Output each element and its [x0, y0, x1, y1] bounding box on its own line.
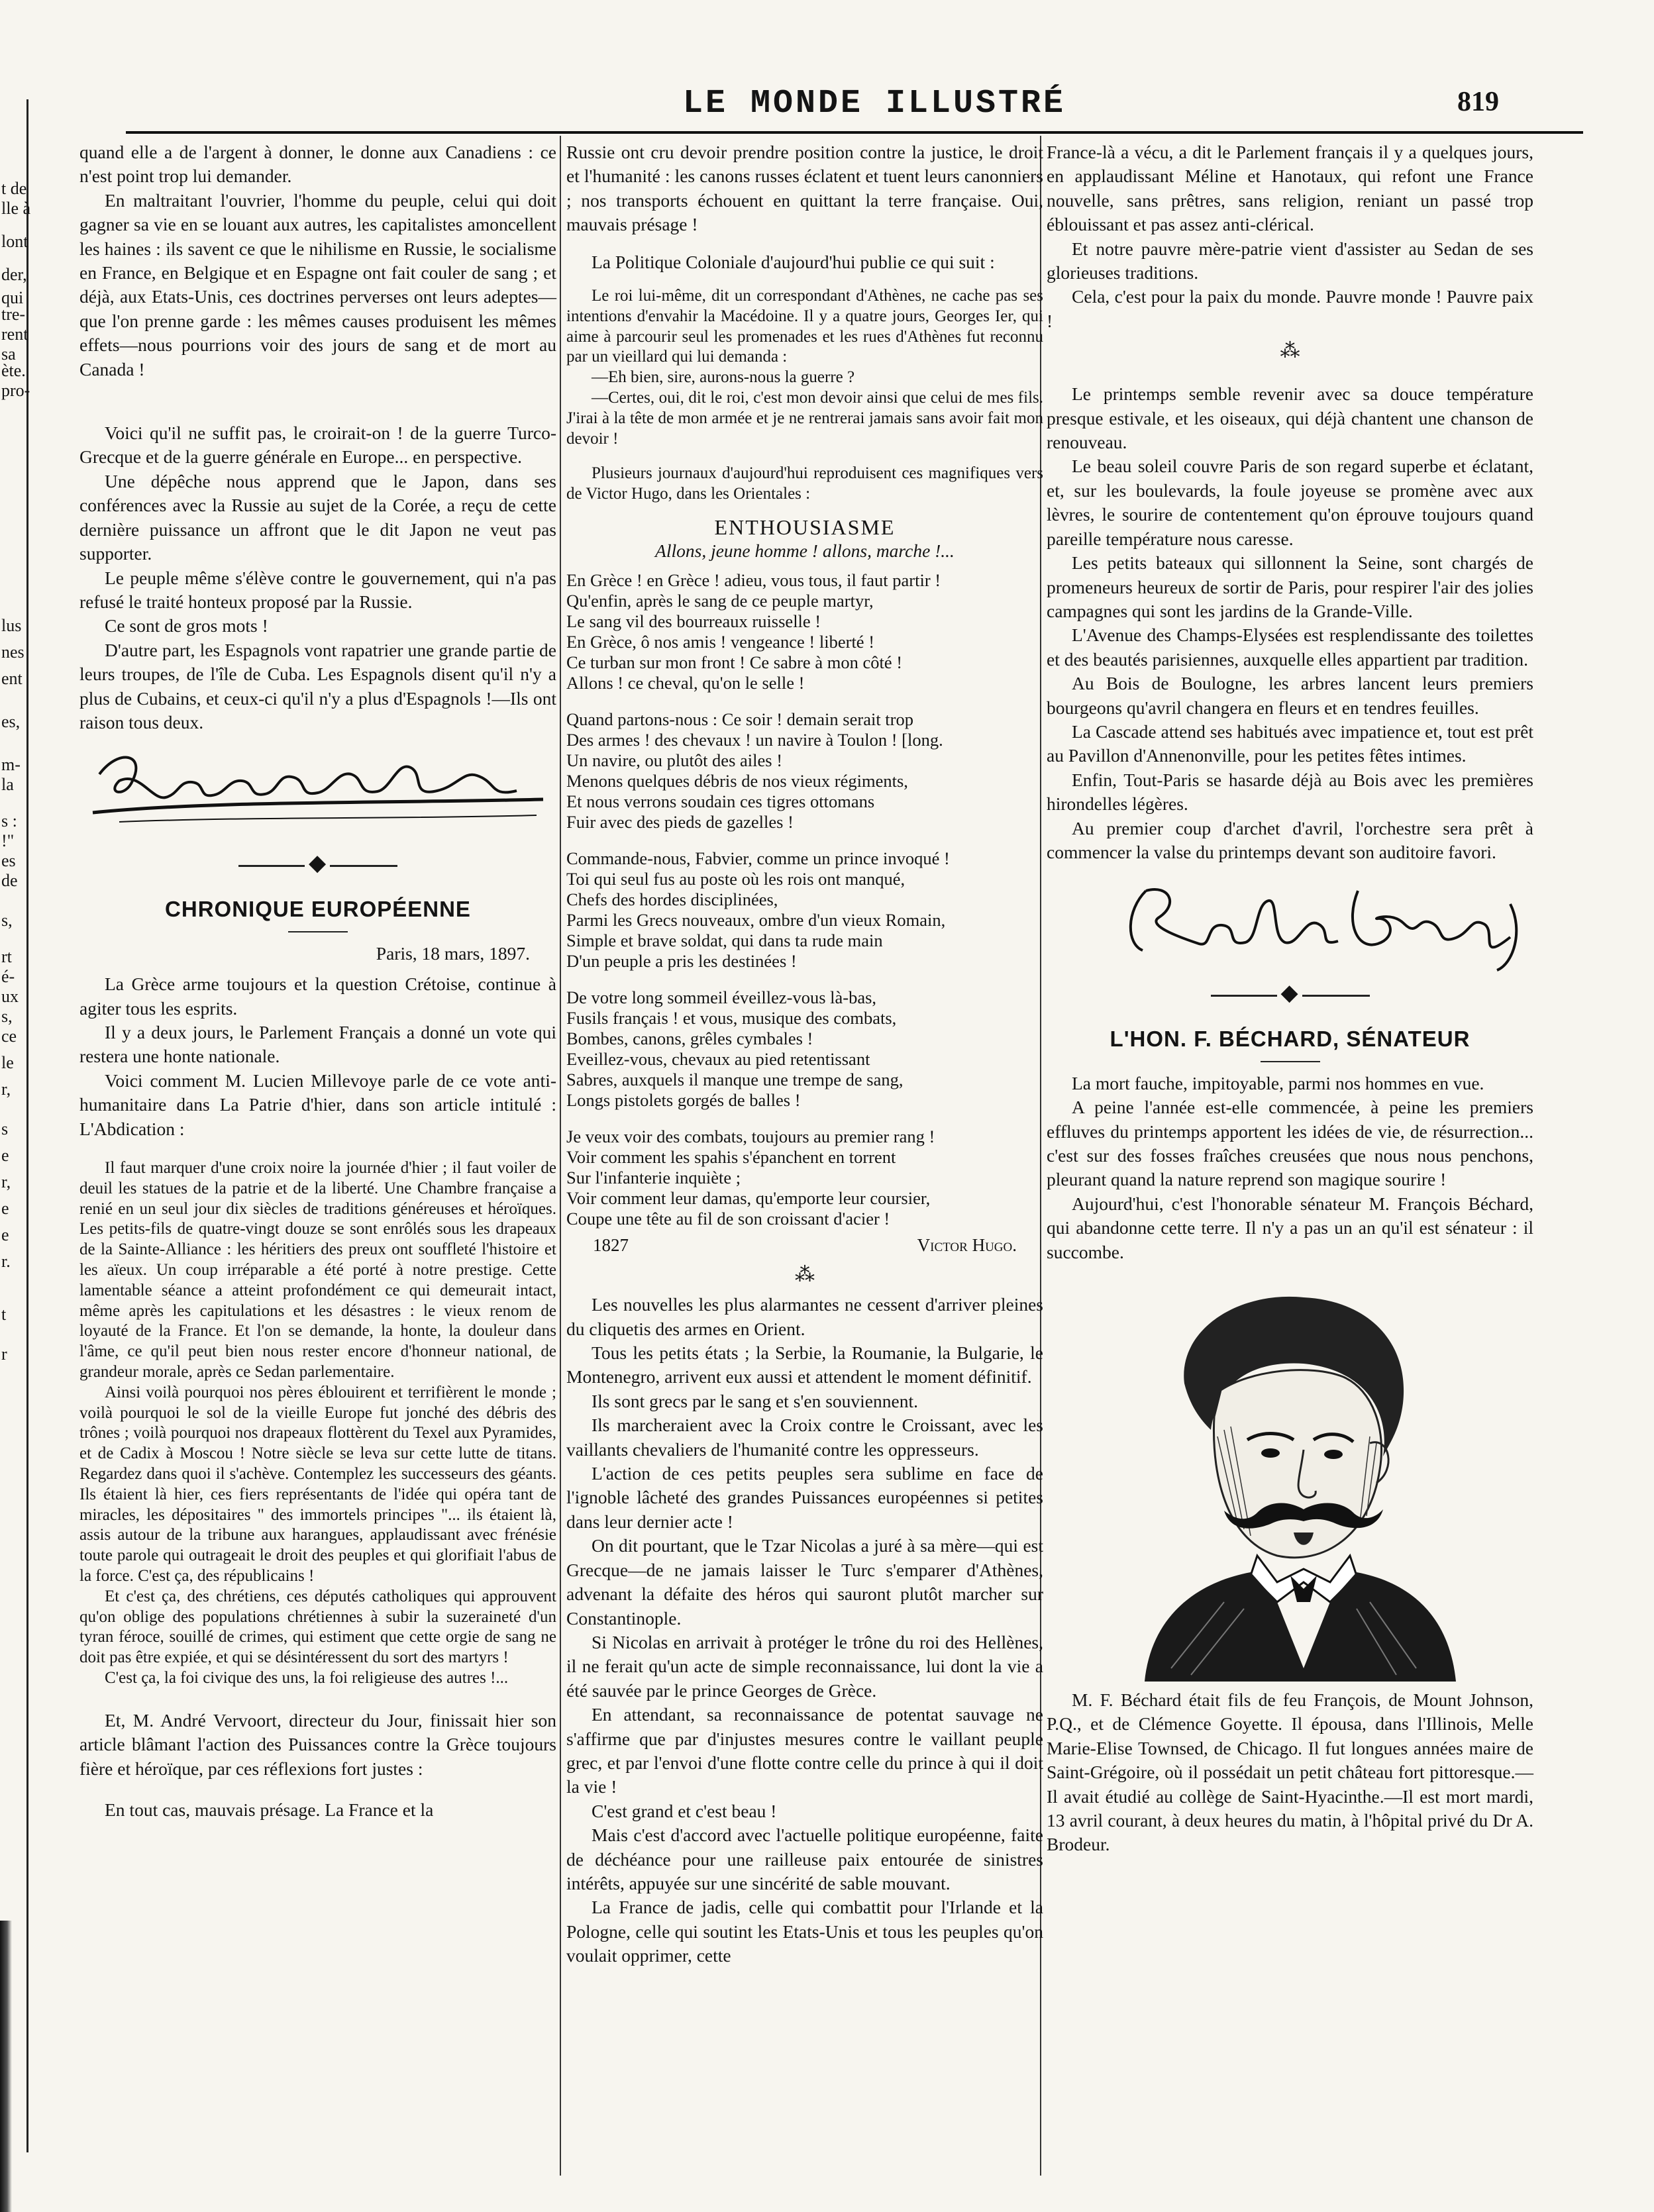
header-rule [126, 131, 1583, 134]
paragraph: quand elle a de l'argent à donner, le donne aux Canadiens : ce n'est point trop lui demander. [79, 142, 556, 187]
signature-rodolphe-brunet [1047, 864, 1533, 977]
edge-fragment: pro- [1, 381, 30, 400]
poem-stanza: En Grèce ! en Grèce ! adieu, vous tous, il faut partir ! Qu'enfin, après le sang de ce peuple martyr, Le sang vil des bourreaux ruisselle ! En Grèce, ô nos amis ! vengeance ! liberté ! Ce turban sur mon front ! Ce sabre à mon côté ! Allons ! ce cheval, qu'on le selle ! [566, 570, 941, 693]
edge-fragment: m- [1, 755, 21, 774]
paragraph: Mais c'est d'accord avec l'actuelle politique européenne, faite de déchéance pour une railleuse paix entourée de sinistres intérêts, appuyée sur une sincérité de sable mouvant. [566, 1825, 1043, 1893]
paragraph: L'Avenue des Champs-Elysées est resplendissante des toilettes et des beautés parisiennes, auxquelle elles appartient par tradition. [1047, 625, 1533, 670]
poem-author: Victor Hugo. [917, 1234, 1017, 1255]
signature-rodolphe-le-fort [79, 734, 556, 847]
section-ornament [1211, 983, 1370, 1007]
paragraph: Plusieurs journaux d'aujourd'hui reproduisent ces magnifiques vers de Victor Hugo, dans les Orientales : [566, 464, 1043, 503]
paragraph: Ils sont grecs par le sang et s'en souviennent. [592, 1390, 918, 1411]
edge-fragment: t [1, 1305, 7, 1324]
paragraph: Russie ont cru devoir prendre position contre la justice, le droit et l'humanité : les canons russes éclatent et tuent leurs canonniers ; nos transports échouent en quittant la terre française. Oui, mauvais présage ! [566, 142, 1043, 235]
edge-rule [26, 99, 28, 2152]
paragraph: Le beau soleil couvre Paris de son regard superbe et éclatant, et, sur les boulevards, la foule joyeuse se promène avec aux lèvres, le sourire de contentement qu'on éprouve toujours quand pareille température nous caresse. [1047, 456, 1533, 549]
paragraph: Aujourd'hui, c'est l'honorable sénateur M. François Béchard, qui abandonne cette terre. Il n'y a pas un an qu'il est sénateur : il succombe. [1047, 1193, 1533, 1262]
edge-fragment: nes [1, 642, 25, 662]
portrait-engraving [1105, 1271, 1476, 1682]
edge-fragment: r, [1, 1080, 11, 1099]
edge-fragment: é- [1, 967, 15, 986]
paragraph: Le peuple même s'élève contre le gouvernement, qui n'a pas refusé le traité honteux proposé par la Russie. [79, 567, 556, 612]
paragraph: Voici qu'il ne suffit pas, le croirait-on ! de la guerre Turco-Grecque et de la guerre générale en Europe... en perspective. [79, 423, 556, 468]
paragraph: Tous les petits états ; la Serbie, la Roumanie, la Bulgarie, le Montenegro, arrivent eux aussi et attendent le moment définitif. [566, 1342, 1043, 1387]
poem-title: ENTHOUSIASME [714, 515, 896, 539]
paragraph: En maltraitant l'ouvrier, l'homme du peuple, celui qui doit gagner sa vie en se louant aux autres, les capitalistes amoncellent les haines : ils savent ce que le nihilisme en Russie, le socialisme en France, en Belgique et en Espagne ont fait couler de sang ; et déjà, aux Etats-Unis, ces doctrines perverses ont leurs adeptes—que l'on prenne garde : les mêmes causes produisent les mêmes effets—nous pourrions voir des jours de sang et de mort au Canada ! [79, 189, 556, 379]
edge-fragment: lus [1, 616, 22, 635]
page-number: 819 [1457, 87, 1499, 117]
edge-fragment: es, [1, 712, 21, 731]
paragraph: Ils marcheraient avec la Croix contre le Croissant, avec les vaillants chevaliers de l'humanité contre les oppresseurs. [566, 1415, 1043, 1460]
edge-fragment: rt [1, 947, 12, 966]
poem-stanza: Commande-nous, Fabvier, comme un prince invoqué ! Toi qui seul fus au poste où les rois ont manqué, Chefs des hordes disciplinées, Parmi les Grecs nouveaux, ombre d'un vieux Romain, Simple et brave soldat, qui dans ta rude main D'un peuple a pris les destinées ! [566, 848, 950, 971]
edge-fragment: qui [1, 288, 24, 307]
paragraph: A peine l'année est-elle commencée, à peine les premiers effluves du printemps apportent les idées de vie, de résurrection... c'est sur des fosses fraîches creusées que nous nous penchons, pleurant quand la nature reprend son magique sourire ! [1047, 1097, 1533, 1190]
edge-fragment: s : [1, 811, 17, 830]
paragraph: Il y a deux jours, le Parlement Français a donné un vote qui restera une honte nationale. [79, 1021, 556, 1067]
paragraph: L'action de ces petits peuples sera sublime en face de l'ignoble lâcheté des grandes Puissances européennes si petites dans leur dernier acte ! [566, 1463, 1043, 1532]
paragraph: La Politique Coloniale d'aujourd'hui publie ce qui suit : [592, 251, 995, 272]
column-divider [560, 136, 561, 2176]
edge-fragment: la [1, 775, 14, 794]
poem-stanza: De votre long sommeil éveillez-vous là-bas, Fusils français ! et vous, musique des combats, Bombes, canons, grêles cymbales ! Eveillez-vous, chevaux au pied retentissant Sabres, auxquels il manque une trempe de sang, Longs pistolets gorgés de balles ! [566, 987, 904, 1110]
section-title: L'HON. F. BÉCHARD, SÉNATEUR [1110, 1027, 1471, 1052]
dateline: Paris, 18 mars, 1897. [376, 942, 530, 964]
edge-fragment: tre- [1, 305, 26, 324]
paragraph: La Grèce arme toujours et la question Crétoise, continue à agiter tous les esprits. [79, 974, 556, 1019]
paragraph: France-là a vécu, a dit le Parlement français il y a quelques jours, en applaudissant Méline et Hanotaux, qui refont une France nouvelle, sans prêtres, sans religion, reniant un passé trop éblouissant et pas assez anti-clérical. [1047, 142, 1533, 235]
edge-fragment: r [1, 1344, 7, 1364]
edge-fragment: le [1, 1053, 14, 1072]
edge-fragment: !" [1, 831, 15, 850]
edge-fragment: e [1, 1146, 9, 1165]
edge-fragment: s, [1, 911, 13, 930]
edge-fragment: der, [1, 265, 27, 284]
paragraph: En attendant, sa reconnaissance de potentat sauvage ne s'affirme que par d'injustes mesures contre le vaillant peuple grec, et par l'envoi d'une flotte contre celle du prince à qui il doit la vie ! [566, 1704, 1043, 1797]
edge-fragment: r. [1, 1252, 11, 1271]
title-rule [288, 931, 348, 932]
quote-paragraph: —Eh bien, sire, aurons-nous la guerre ? [592, 368, 855, 387]
paragraph: Et notre pauvre mère-patrie vient d'assister au Sedan de ses glorieuses traditions. [1047, 238, 1533, 283]
edge-fragment: s [1, 1119, 9, 1138]
paragraph: Si Nicolas en arrivait à protéger le trône du roi des Hellènes, il ne ferait qu'un acte de simple reconnaissance, lui dont la vie a été sauvée par le prince Georges de Grèce. [566, 1631, 1043, 1701]
paragraph: La France de jadis, celle qui combattit pour l'Irlande et la Pologne, celle qui soutint les Etats-Unis et tous les peuples qu'on voulait opprimer, cette [566, 1897, 1043, 1966]
poem-epigraph: Allons, jeune homme ! allons, marche !... [655, 540, 955, 562]
section-ornament [238, 854, 397, 878]
poem-year: 1827 [593, 1234, 629, 1255]
quote-paragraph: Le roi lui-même, dit un correspondant d'Athènes, ne cache pas ses intentions d'envahir la Macédoine. Il y a quatre jours, Georges Ier, qui aime à parcourir seul les promenades et les rues d'Athènes fut reconnu par un vieillard qui lui demanda : [566, 287, 1043, 366]
edge-fragment: lont [1, 232, 28, 251]
edge-fragment: sa [1, 344, 16, 364]
paragraph: Les nouvelles les plus alarmantes ne cessent d'arriver pleines du cliquetis des armes en Orient. [566, 1294, 1043, 1339]
paragraph: C'est grand et c'est beau ! [592, 1800, 777, 1821]
paragraph: Le printemps semble revenir avec sa douce température presque estivale, et les oiseaux, qui déjà chantent une chanson de renouveau. [1047, 383, 1533, 453]
quote-paragraph: Il faut marquer d'une croix noire la journée d'hier ; il faut voiler de deuil les statues de la patrie et de la liberté. Une Chambre française a renié en un seul jour dix siècles de traditions généreuses et héroïques. Les petits-fils de quatre-vingt douze se sont enrôlés sous les drapeaux de la Sainte-Alliance : les héritiers des preux ont souffleté l'histoire et les aïeux. Un coup irréparable a été porté à notre prestige. Cette lamentable séance a atteint profondément ce qui demeurait intact, même après les capitulations et les désastres : le vieux renom de loyauté de la France. Et l'on se demande, la honte, la douleur dans l'âme, ce qu'il peut bien nous rester encore d'honneur national, de grandeur morale, après ce Sedan parlementaire. [79, 1159, 556, 1381]
paragraph: En tout cas, mauvais présage. La France et la [105, 1799, 434, 1820]
quote-paragraph: Et c'est ça, des chrétiens, ces députés catholiques qui approuvent qu'on oblige des populations chrétiennes à subir la suzeraineté d'un tyran féroce, souillé de crimes, qui estiment que cette orgie de sang ne doit pas être expiée, et qui se désintéressent du sort des martyrs ! [79, 1587, 556, 1667]
edge-fragment: ent [1, 669, 23, 688]
binding-edge [0, 99, 33, 2152]
section-stars: ⁂ [795, 1264, 815, 1286]
edge-fragment: s, [1, 1007, 13, 1026]
section-title: CHRONIQUE EUROPÉENNE [165, 897, 471, 922]
edge-fragment: es [1, 851, 16, 870]
edge-fragment: rent [1, 325, 28, 344]
quote-paragraph: C'est ça, la foi civique des uns, la foi religieuse des autres !... [105, 1668, 509, 1687]
paragraph: Ce sont de gros mots ! [105, 615, 268, 636]
edge-fragment: lle à [1, 199, 31, 218]
column-1 [79, 140, 556, 1822]
quote-paragraph: Ainsi voilà pourquoi nos pères éblouirent et terrifièrent le monde ; voilà pourquoi le sol de la vieille Europe fut jonché des débris des trônes ; voilà pourquoi nos drapeaux flottèrent du Texel aux Pyramides, et de Cadix à Moscou ! Notre siècle se leva sur cette lutte de titans. Regardez dans quoi il s'achève. Contemplez les successeurs des géants. Ils étaient là hier, ces fiers représentants de l'idée qui opéra tant de miracles, les dépositaires " des immortels principes "... ils étaient là, assis autour de la tribune aux harangues, applaudissant avec frénésie toute parole qui outrageait le droit des peuples et qui glorifiait l'abus de la force. C'est ça, des républicains ! [79, 1383, 556, 1585]
edge-fragment: r, [1, 1172, 11, 1191]
paragraph: Au premier coup d'archet d'avril, l'orchestre sera prêt à commencer la valse du printemps devant son auditoire favori. [1047, 817, 1533, 862]
paragraph: Au Bois de Boulogne, les arbres lancent leurs premiers bourgeons qu'avril changera en fleurs et en tendres feuilles. [1047, 673, 1533, 718]
paragraph: Enfin, Tout-Paris se hasarde déjà au Bois avec les premières hirondelles légères. [1047, 769, 1533, 815]
edge-fragment: ux [1, 987, 19, 1006]
paragraph: Et, M. André Vervoort, directeur du Jour, finissait hier son article blâmant l'action des Puissances contre la Grèce toujours fière et héroïque, par ces réflexions fort justes : [79, 1709, 556, 1779]
paragraph: Une dépêche nous apprend que le Japon, dans ses conférences avec la Russie au sujet de la Corée, a reçu de cette dernière puissance un affront que le dit Japon ne veut pas supporter. [79, 470, 556, 564]
edge-fragment: de [1, 871, 18, 890]
section-stars: ⁂ [1280, 340, 1300, 362]
paragraph: Les petits bateaux qui sillonnent la Seine, sont chargés de promeneurs heureux de sortir de Paris, pour respirer l'air des jolies campagnes qui sont les jardins de la Grande-Ville. [1047, 552, 1533, 621]
quote-paragraph: —Certes, oui, dit le roi, c'est mon devoir ainsi que celui de mes fils. J'irai à la tête de mon armée et je ne rentrerai jamais sans avoir fait mon devoir ! [566, 389, 1043, 448]
poem-stanza: Je veux voir des combats, toujours au premier rang ! Voir comment les spahis s'épanchent en torrent Sur l'infanterie inquiète ; Voir comment leur damas, qu'emporte leur coursier, Coupe une tête au fil de son croissant d'acier ! [566, 1126, 935, 1229]
edge-fragment: e [1, 1199, 9, 1218]
column-3 [1047, 140, 1533, 1857]
edge-fragment: ce [1, 1027, 17, 1046]
paragraph: On dit pourtant, que le Tzar Nicolas a juré à sa mère—qui est Grecque—de ne jamais laisser le Turc s'emparer d'Athènes, advenant la défaite des héros qui sauront plutôt marcher sur Constantinople. [566, 1535, 1043, 1629]
paragraph: M. F. Béchard était fils de feu François, de Mount Johnson, P.Q., et de Clémence Goyette. Il épousa, dans l'Illinois, Melle Marie-Elise Townsed, de Chicago. Il fut longues années maire de Saint-Grégoire, où il possédait un petit château fort pittoresque.—Il avait étudié au collège de Saint-Hyacinthe.—Il est mort mardi, 13 avril courant, à deux heures du matin, à l'hôpital privé du Dr A. Brodeur. [1047, 1689, 1533, 1855]
paragraph: Voici comment M. Lucien Millevoye parle de ce vote anti-humanitaire dans La Patrie d'hier, dans son article intitulé : L'Abdication : [79, 1070, 556, 1139]
poem-stanza: Quand partons-nous : Ce soir ! demain serait trop Des armes ! des chevaux ! un navire à Toulon ! [long. Un navire, ou plutôt des ailes ! Menons quelques débris de nos vieux régiments, Et nous verrons soudain ces tigres ottomans Fuir avec des pieds de gazelles ! [566, 709, 943, 832]
paragraph: Cela, c'est pour la paix du monde. Pauvre monde ! Pauvre paix ! [1047, 286, 1533, 331]
masthead: LE MONDE ILLUSTRÉ [682, 85, 1066, 123]
binding-shadow [0, 1921, 12, 2212]
edge-fragment: e [1, 1225, 9, 1244]
title-rule [1261, 1061, 1320, 1062]
paragraph: D'autre part, les Espagnols vont rapatrier une grande partie de leurs troupes, de l'île de Cuba. Les Espagnols disent qu'il n'y a plus de Cubains, et ceux-ci qu'il n'y a plus d'Espagnols !—Ils ont raison tous deux. [79, 639, 556, 732]
paragraph: La mort fauche, impitoyable, parmi nos hommes en vue. [1072, 1072, 1484, 1093]
paragraph: La Cascade attend ses habitués avec impatience et, tout est prêt au Pavillon d'Annenonville, pour les petites fêtes intimes. [1047, 721, 1533, 766]
column-2 [566, 140, 1043, 1968]
edge-fragment: t de [1, 179, 27, 198]
edge-fragment: ète. [1, 361, 26, 380]
